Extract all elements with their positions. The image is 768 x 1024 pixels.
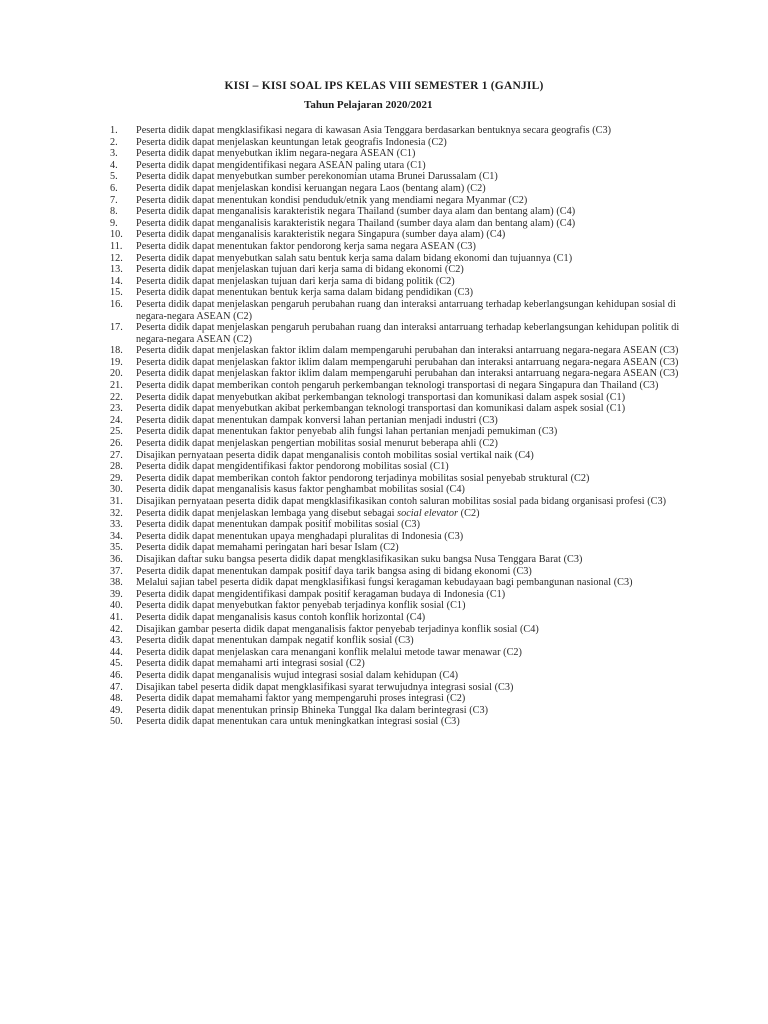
item-text-part: (C2) — [458, 507, 480, 519]
item-text: Peserta didik dapat memahami arti integrasi sosial (C2) — [136, 658, 365, 670]
item-text-part: Peserta didik dapat menjelaskan lembaga yang disebut sebagai — [136, 507, 398, 519]
item-text: Peserta didik dapat menentukan dampak positif daya tarik bangsa asing di bidang ekonomi (C3) — [136, 565, 532, 577]
item-number: 29. — [110, 472, 123, 484]
item-text: Peserta didik dapat menentukan faktor penyebab alih fungsi lahan pertanian menjadi pemukiman (C3) — [136, 426, 558, 438]
item-text: Peserta didik dapat menjelaskan pengaruh perubahan ruang dan interaksi antarruang terhadap keberlangsungan kehidupan sosial di negara-negara ASEAN (C2) — [136, 298, 676, 322]
item-text: Peserta didik dapat mengidentifikasi dampak positif keragaman budaya di Indonesia (C1) — [136, 588, 506, 600]
item-number: 22. — [110, 391, 123, 403]
item-text: Peserta didik dapat menjelaskan kondisi keruangan negara Laos (bentang alam) (C2) — [136, 182, 486, 194]
item-text: Peserta didik dapat memberikan contoh pengaruh perkembangan teknologi transportasi di negara Singapura dan Thailand (C3) — [136, 380, 659, 392]
document-title: KISI – KISI SOAL IPS KELAS VIII SEMESTER 1 (GANJIL) — [224, 80, 544, 92]
list-item — [0, 137, 768, 149]
list-item — [0, 218, 768, 230]
list-item — [0, 264, 768, 276]
item-text: Disajikan gambar peserta didik dapat menganalisis faktor penyebab terjadinya konflik sosial (C4) — [136, 623, 539, 635]
list-item — [0, 508, 768, 520]
list-item — [0, 647, 768, 659]
item-number: 13. — [110, 264, 123, 276]
item-text: Peserta didik dapat menyebutkan akibat perkembangan teknologi transportasi dan komunikasi dalam aspek sosial (C1) — [136, 391, 626, 403]
item-text: Peserta didik dapat menyebutkan salah satu bentuk kerja sama dalam bidang ekonomi dan tujuannya (C1) — [136, 252, 573, 264]
item-number: 9. — [110, 217, 118, 229]
list-item — [0, 542, 768, 554]
list-item — [0, 276, 768, 288]
item-text: Peserta didik dapat menjelaskan pengaruh perubahan ruang dan interaksi antarruang terhadap keberlangsungan kehidupan politik di negara-negara ASEAN (C2) — [136, 322, 680, 345]
item-text: Disajikan daftar suku bangsa peserta didik dapat mengklasifikasikan suku bangsa Nusa Tenggara Barat (C3) — [136, 553, 583, 565]
item-text: Melalui sajian tabel peserta didik dapat mengklasifikasi fungsi keragaman kebudayaan bagi pembangunan nasional (C3) — [136, 577, 633, 589]
item-number: 8. — [110, 206, 118, 218]
item-text: Peserta didik dapat menjelaskan faktor iklim dalam mempengaruhi perubahan dan interaksi antarruang negara-negara ASEAN (C3) — [136, 356, 679, 368]
item-number: 40. — [110, 600, 123, 612]
item-text: Peserta didik dapat mengidentifikasi negara ASEAN paling utara (C1) — [136, 159, 426, 171]
item-text: Peserta didik dapat menentukan prinsip Bhineka Tunggal Ika dalam berintegrasi (C3) — [136, 704, 489, 716]
item-text: Peserta didik dapat menentukan faktor pendorong kerja sama negara ASEAN (C3) — [136, 240, 476, 252]
item-text: Peserta didik dapat menganalisis karakteristik negara Thailand (sumber daya alam dan bentang alam) (C4) — [136, 217, 576, 229]
item-number: 35. — [110, 542, 123, 554]
item-text: Peserta didik dapat mengidentifikasi faktor pendorong mobilitas sosial (C1) — [136, 461, 449, 473]
item-number: 37. — [110, 565, 123, 577]
list-item — [0, 380, 768, 392]
list-item — [0, 229, 768, 241]
item-number: 33. — [110, 519, 123, 531]
item-text: Peserta didik dapat memahami peringatan hari besar Islam (C2) — [136, 542, 399, 554]
list-item — [0, 473, 768, 485]
item-text: Peserta didik dapat menganalisis kasus contoh konflik horizontal (C4) — [136, 611, 426, 623]
item-text: Peserta didik dapat menentukan kondisi penduduk/etnik yang mendiami negara Myanmar (C2) — [136, 194, 528, 206]
list-item — [0, 171, 768, 183]
item-number: 1. — [110, 125, 118, 136]
item-number: 2. — [110, 136, 118, 148]
item-number: 11. — [110, 240, 123, 252]
item-text: Peserta didik dapat menjelaskan tujuan dari kerja sama di bidang politik (C2) — [136, 275, 455, 287]
list-item — [0, 392, 768, 404]
list-item — [0, 125, 768, 137]
item-text: Peserta didik dapat menentukan cara untuk meningkatkan integrasi sosial (C3) — [136, 716, 460, 728]
item-number: 25. — [110, 426, 123, 438]
item-number: 27. — [110, 449, 123, 461]
item-text: Peserta didik dapat menjelaskan tujuan dari kerja sama di bidang ekonomi (C2) — [136, 264, 464, 276]
item-text: Peserta didik dapat memberikan contoh faktor pendorong terjadinya mobilitas sosial penyebab struktural (C2) — [136, 472, 590, 484]
list-item — [0, 322, 768, 345]
item-number: 44. — [110, 646, 123, 658]
item-number: 6. — [110, 182, 118, 194]
item-text: Peserta didik dapat menyebutkan iklim negara-negara ASEAN (C1) — [136, 148, 416, 160]
item-text — [136, 508, 480, 519]
list-item — [0, 450, 768, 462]
list-item — [0, 554, 768, 566]
item-text: Peserta didik dapat menganalisis karakteristik negara Singapura (sumber daya alam) (C4) — [136, 229, 506, 241]
item-number: 20. — [110, 368, 123, 380]
item-number: 17. — [110, 322, 123, 334]
item-number: 41. — [110, 611, 123, 623]
list-item — [0, 415, 768, 427]
item-text: Peserta didik dapat menjelaskan keuntungan letak geografis Indonesia (C2) — [136, 136, 447, 148]
list-item — [0, 716, 768, 728]
list-item — [0, 160, 768, 172]
list-item — [0, 496, 768, 508]
list-item — [0, 438, 768, 450]
item-number: 31. — [110, 496, 123, 507]
list-item — [0, 624, 768, 636]
list-item — [0, 705, 768, 717]
list-item — [0, 693, 768, 705]
item-number: 26. — [110, 438, 123, 450]
item-text: Peserta didik dapat menganalisis kasus faktor penghambat mobilitas sosial (C4) — [136, 484, 465, 496]
item-number: 43. — [110, 635, 123, 647]
item-text: Peserta didik dapat menyebutkan faktor penyebab terjadinya konflik sosial (C1) — [136, 600, 466, 612]
list-item — [0, 519, 768, 531]
item-text: Peserta didik dapat menyebutkan akibat perkembangan teknologi transportasi dan komunikasi dalam aspek sosial (C1) — [136, 403, 626, 415]
list-item — [0, 241, 768, 253]
item-number: 10. — [110, 229, 123, 241]
item-text: Peserta didik dapat menentukan bentuk kerja sama dalam bidang pendidikan (C3) — [136, 287, 474, 299]
list-item — [0, 357, 768, 369]
item-number: 28. — [110, 461, 123, 473]
item-number: 34. — [110, 530, 123, 542]
item-text: Peserta didik dapat menyebutkan sumber perekonomian utama Brunei Darussalam (C1) — [136, 171, 498, 183]
item-text: Peserta didik dapat menentukan upaya menghadapi pluralitas di Indonesia (C3) — [136, 530, 464, 542]
list-item — [0, 183, 768, 195]
list-item — [0, 670, 768, 682]
list-item — [0, 682, 768, 694]
item-number: 32. — [110, 507, 123, 519]
item-number: 4. — [110, 159, 118, 171]
item-number: 36. — [110, 553, 123, 565]
item-number: 24. — [110, 414, 123, 426]
list-item — [0, 461, 768, 473]
item-number: 15. — [110, 287, 123, 299]
list-item — [0, 531, 768, 543]
list-item — [0, 612, 768, 624]
item-number: 48. — [110, 693, 123, 705]
item-text: Peserta didik dapat menjelaskan faktor iklim dalam mempengaruhi perubahan dan interaksi antarruang negara-negara ASEAN (C3) — [136, 345, 679, 357]
item-text: Peserta didik dapat menentukan dampak negatif konflik sosial (C3) — [136, 635, 414, 647]
item-number: 5. — [110, 171, 118, 183]
item-number: 16. — [110, 298, 123, 310]
list-item — [0, 345, 768, 357]
item-text: Peserta didik dapat menjelaskan pengertian mobilitas sosial menurut beberapa ahli (C2) — [136, 438, 498, 450]
item-number: 45. — [110, 658, 123, 670]
item-number: 30. — [110, 484, 123, 496]
list-item — [0, 635, 768, 647]
item-number: 39. — [110, 588, 123, 600]
list-item — [0, 484, 768, 496]
list-item — [0, 566, 768, 578]
list-item — [0, 426, 768, 438]
list-item — [0, 577, 768, 589]
list-item — [0, 195, 768, 207]
item-number: 46. — [110, 669, 123, 681]
item-number: 18. — [110, 345, 123, 357]
item-text: Peserta didik dapat memahami faktor yang mempengaruhi proses integrasi (C2) — [136, 693, 466, 705]
list-item — [0, 368, 768, 380]
item-text-italic: social elevator — [397, 507, 459, 519]
item-text: Peserta didik dapat menentukan dampak konversi lahan pertanian menjadi industri (C3) — [136, 414, 498, 426]
list-item — [0, 287, 768, 299]
item-text: Peserta didik dapat mengklasifikasi negara di kawasan Asia Tenggara berdasarkan bentuknya secara geografis (C3) — [136, 125, 612, 136]
list-item — [0, 658, 768, 670]
item-text: Peserta didik dapat menganalisis karakteristik negara Thailand (sumber daya alam dan bentang alam) (C4) — [136, 206, 576, 218]
item-text: Disajikan pernyataan peserta didik dapat mengklasifikasikan contoh saluran mobilitas sosial pada bidang organisasi profesi (C3) — [136, 496, 667, 507]
item-number: 19. — [110, 356, 123, 368]
item-text: Peserta didik dapat menjelaskan faktor iklim dalam mempengaruhi perubahan dan interaksi antarruang negara-negara ASEAN (C3) — [136, 368, 679, 380]
item-text: Peserta didik dapat menjelaskan cara menangani konflik melalui metode tawar menawar (C2) — [136, 646, 523, 658]
list-item — [0, 148, 768, 160]
item-number: 38. — [110, 577, 123, 589]
list-item — [0, 403, 768, 415]
item-number: 12. — [110, 252, 123, 264]
item-text: Peserta didik dapat menganalisis wujud integrasi sosial dalam kehidupan (C4) — [136, 669, 459, 681]
item-text: Peserta didik dapat menentukan dampak positif mobilitas sosial (C3) — [136, 519, 421, 531]
list-item — [0, 299, 768, 322]
list-item — [0, 253, 768, 265]
list-item — [0, 206, 768, 218]
item-number: 7. — [110, 194, 118, 206]
item-number: 14. — [110, 275, 123, 287]
list-item — [0, 600, 768, 612]
item-number: 42. — [110, 623, 123, 635]
item-number: 49. — [110, 704, 123, 716]
item-number: 47. — [110, 681, 123, 693]
item-number: 50. — [110, 716, 123, 728]
item-number: 21. — [110, 380, 123, 392]
item-text: Disajikan tabel peserta didik dapat mengklasifikasi syarat terwujudnya integrasi sosial (C3) — [136, 681, 514, 693]
item-list — [0, 125, 768, 728]
document-subtitle: Tahun Pelajaran 2020/2021 — [304, 99, 433, 111]
item-number: 3. — [110, 148, 118, 160]
item-number: 23. — [110, 403, 123, 415]
item-text: Disajikan pernyataan peserta didik dapat menganalisis contoh mobilitas sosial vertikal naik (C4) — [136, 449, 534, 461]
list-item — [0, 589, 768, 601]
